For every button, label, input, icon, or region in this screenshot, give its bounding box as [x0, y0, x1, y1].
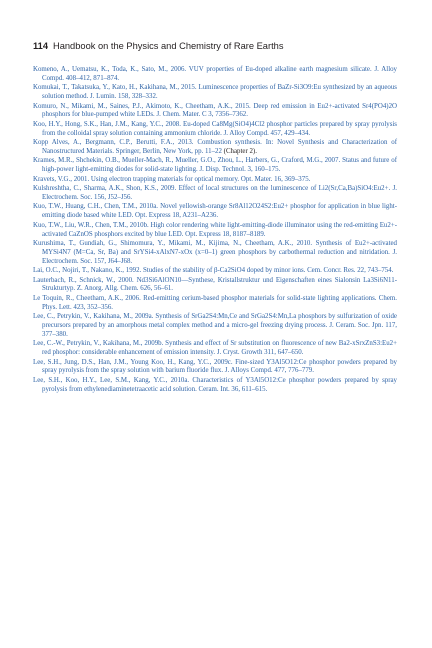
- reference-link[interactable]: Komuro, N., Mikami, M., Saines, P.J., Akimoto, K., Cheetham, A.K., 2015. Deep red emission in Eu2+-activated Sr4(PO4)2O phosphors for blue-pumped white LEDs. J. Chem. Mater. C 3, 7356–7362.: [33, 102, 397, 119]
- reference-link[interactable]: Lauterbach, R., Schnick, W., 2000. Nd3Si6AlON10—Synthese, Kristallstruktur und Eigenschaften eines Sialonsin La3Si6N11-Strukturtyp. Z. Anorg. Allg. Chem. 626, 56–61.: [33, 276, 397, 293]
- reference-item: [33, 340, 397, 358]
- reference-item: [33, 121, 397, 139]
- reference-item: [33, 84, 397, 102]
- reference-item: [33, 176, 397, 185]
- reference-item: [33, 240, 397, 267]
- reference-link[interactable]: Komukai, T., Takatsuka, Y., Kato, H., Kakihana, M., 2015. Luminescence properties of BaZr-Si3O9:Eu synthesized by an aqueous solution method. J. Lumin. 158, 328–332.: [33, 84, 397, 101]
- reference-item: [33, 277, 397, 295]
- reference-link[interactable]: Kuo, T.W., Huang, C.H., Chen, T.M., 2010a. Novel yellowish-orange Sr8Al12O24S2:Eu2+ phosphor for application in blue light-emitting diode based white LED. Opt. Express 18, A231–A236.: [33, 203, 397, 220]
- reference-item: [33, 295, 397, 313]
- reference-link[interactable]: Kurushima, T., Gundiah, G., Shimomura, Y., Mikami, M., Kijima, N., Cheetham, A.K., 2010. Synthesis of Eu2+-activated MYSi4N7 (M=Ca, Sr, Ba) and SrYSi4-xAlxN7-xOx (x=0–1) green phosphors by carbothermal reduction and nitridation. J. Electrochem. Soc. 157, J64–J68.: [33, 239, 397, 265]
- reference-item: [33, 103, 397, 121]
- reference-link[interactable]: Lee, C., Petrykin, V., Kakihana, M., 2009a. Synthesis of SrGa2S4:Mn,Ce and SrGa2S4:Mn,La phosphors by sulfurization of oxide precursors prepared by an amorphous metal complex method and a micro-gel freezing drying process. J. Ceram. Soc. Jpn. 117, 377–380.: [33, 313, 397, 338]
- reference-item: [33, 267, 397, 276]
- reference-list: [33, 66, 397, 395]
- book-title: Handbook on the Physics and Chemistry of Rare Earths: [53, 41, 284, 51]
- reference-link[interactable]: Krames, M.R., Shchekin, O.B., Mueller-Mach, R., Mueller, G.O., Zhou, L., Harbers, G., Craford, M.G., 2007. Status and future of high-power light-emitting diodes for solid-state lighting. J. Disp. Technol. 3, 160–175.: [33, 157, 397, 174]
- reference-link[interactable]: Lee, S.H., Jung, D.S., Han, J.M., Young Koo, H., Kang, Y.C., 2009c. Fine-sized Y3Al5O12:Ce phosphor powders prepared by spray pyrolysis from the spray solution with barium fluoride flux. J. Alloys Compd. 477, 776–779.: [33, 358, 397, 375]
- reference-link[interactable]: Kravets, V.G., 2001. Using electron trapping materials for optical memory. Opt. Mater. 16, 369–375.: [33, 175, 311, 183]
- reference-item: [33, 377, 397, 395]
- reference-link[interactable]: Le Toquin, R., Cheetham, A.K., 2006. Red-emitting cerium-based phosphor materials for solid-state lighting applications. Chem. Phys. Lett. 423, 352–356.: [33, 294, 397, 311]
- reference-link[interactable]: Lee, S.H., Koo, H.Y., Lee, S.M., Kang, Y.C., 2010a. Characteristics of Y3Al5O12:Ce phosphor powders prepared by spray pyrolysis from ethylenediaminetetraacetic acid solution. Ceram. Int. 36, 611–615.: [33, 376, 397, 393]
- reference-item: [33, 313, 397, 340]
- reference-link[interactable]: Kopp Alves, A., Bergmann, C.P., Berutti, F.A., 2013. Combustion synthesis. In: Novel Synthesis and Characterization of Nanostructured Materials. Springer, Berlin, New York, pp. 11–22: [33, 139, 397, 155]
- reference-item: [33, 203, 397, 221]
- reference-link[interactable]: Komeno, A., Uematsu, K., Toda, K., Sato, M., 2006. VUV properties of Eu-doped alkaline earth magnesium silicate. J. Alloy Compd. 408–412, 871–874.: [33, 66, 397, 82]
- running-header: [33, 41, 283, 52]
- reference-item: [33, 222, 397, 240]
- page-number: 114: [33, 41, 48, 51]
- reference-suffix: (Chapter 2).: [221, 147, 257, 155]
- reference-link[interactable]: Lee, C.-W., Petrykin, V., Kakihana, M., 2009b. Synthesis and effect of Sr substitution on fluorescence of new Ba2-xSrxZnS3:Eu2+ red phosphor: considerable enhancement of emission intensity. J. Cryst. Growth 311, 647–650.: [33, 340, 397, 357]
- reference-item: [33, 66, 397, 84]
- reference-item: [33, 157, 397, 175]
- reference-link[interactable]: Kulshreshtha, C., Sharma, A.K., Shon, K.S., 2009. Effect of local structures on the luminescence of Li2(Sr,Ca,Ba)SiO4:Eu2+. J. Electrochem. Soc. 156, J52–J56.: [33, 185, 397, 201]
- reference-link[interactable]: Kuo, T.W., Liu, W.R., Chen, T.M., 2010b. High color rendering white light-emitting-diode illuminator using the red-emitting Eu2+-activated CaZnOS phosphors excited by blue LED. Opt. Express 18, 8187–8189.: [33, 221, 397, 238]
- reference-item: [33, 185, 397, 203]
- reference-item: [33, 359, 397, 377]
- reference-item: [33, 139, 397, 157]
- reference-link[interactable]: Koo, H.Y., Hong, S.K., Han, J.M., Kang, Y.C., 2008. Eu-doped Ca8Mg(SiO4)4Cl2 phosphor particles prepared by spray pyrolysis from the colloidal spray solution containing ammonium chloride. J. Alloy Compd. 457, 429–434.: [33, 120, 397, 137]
- reference-link[interactable]: Lai, O.C., Nojiri, T., Nakano, K., 1992. Studies of the stability of β-Ca2SiO4 doped by minor ions. Cem. Concr. Res. 22, 743–754.: [33, 267, 394, 275]
